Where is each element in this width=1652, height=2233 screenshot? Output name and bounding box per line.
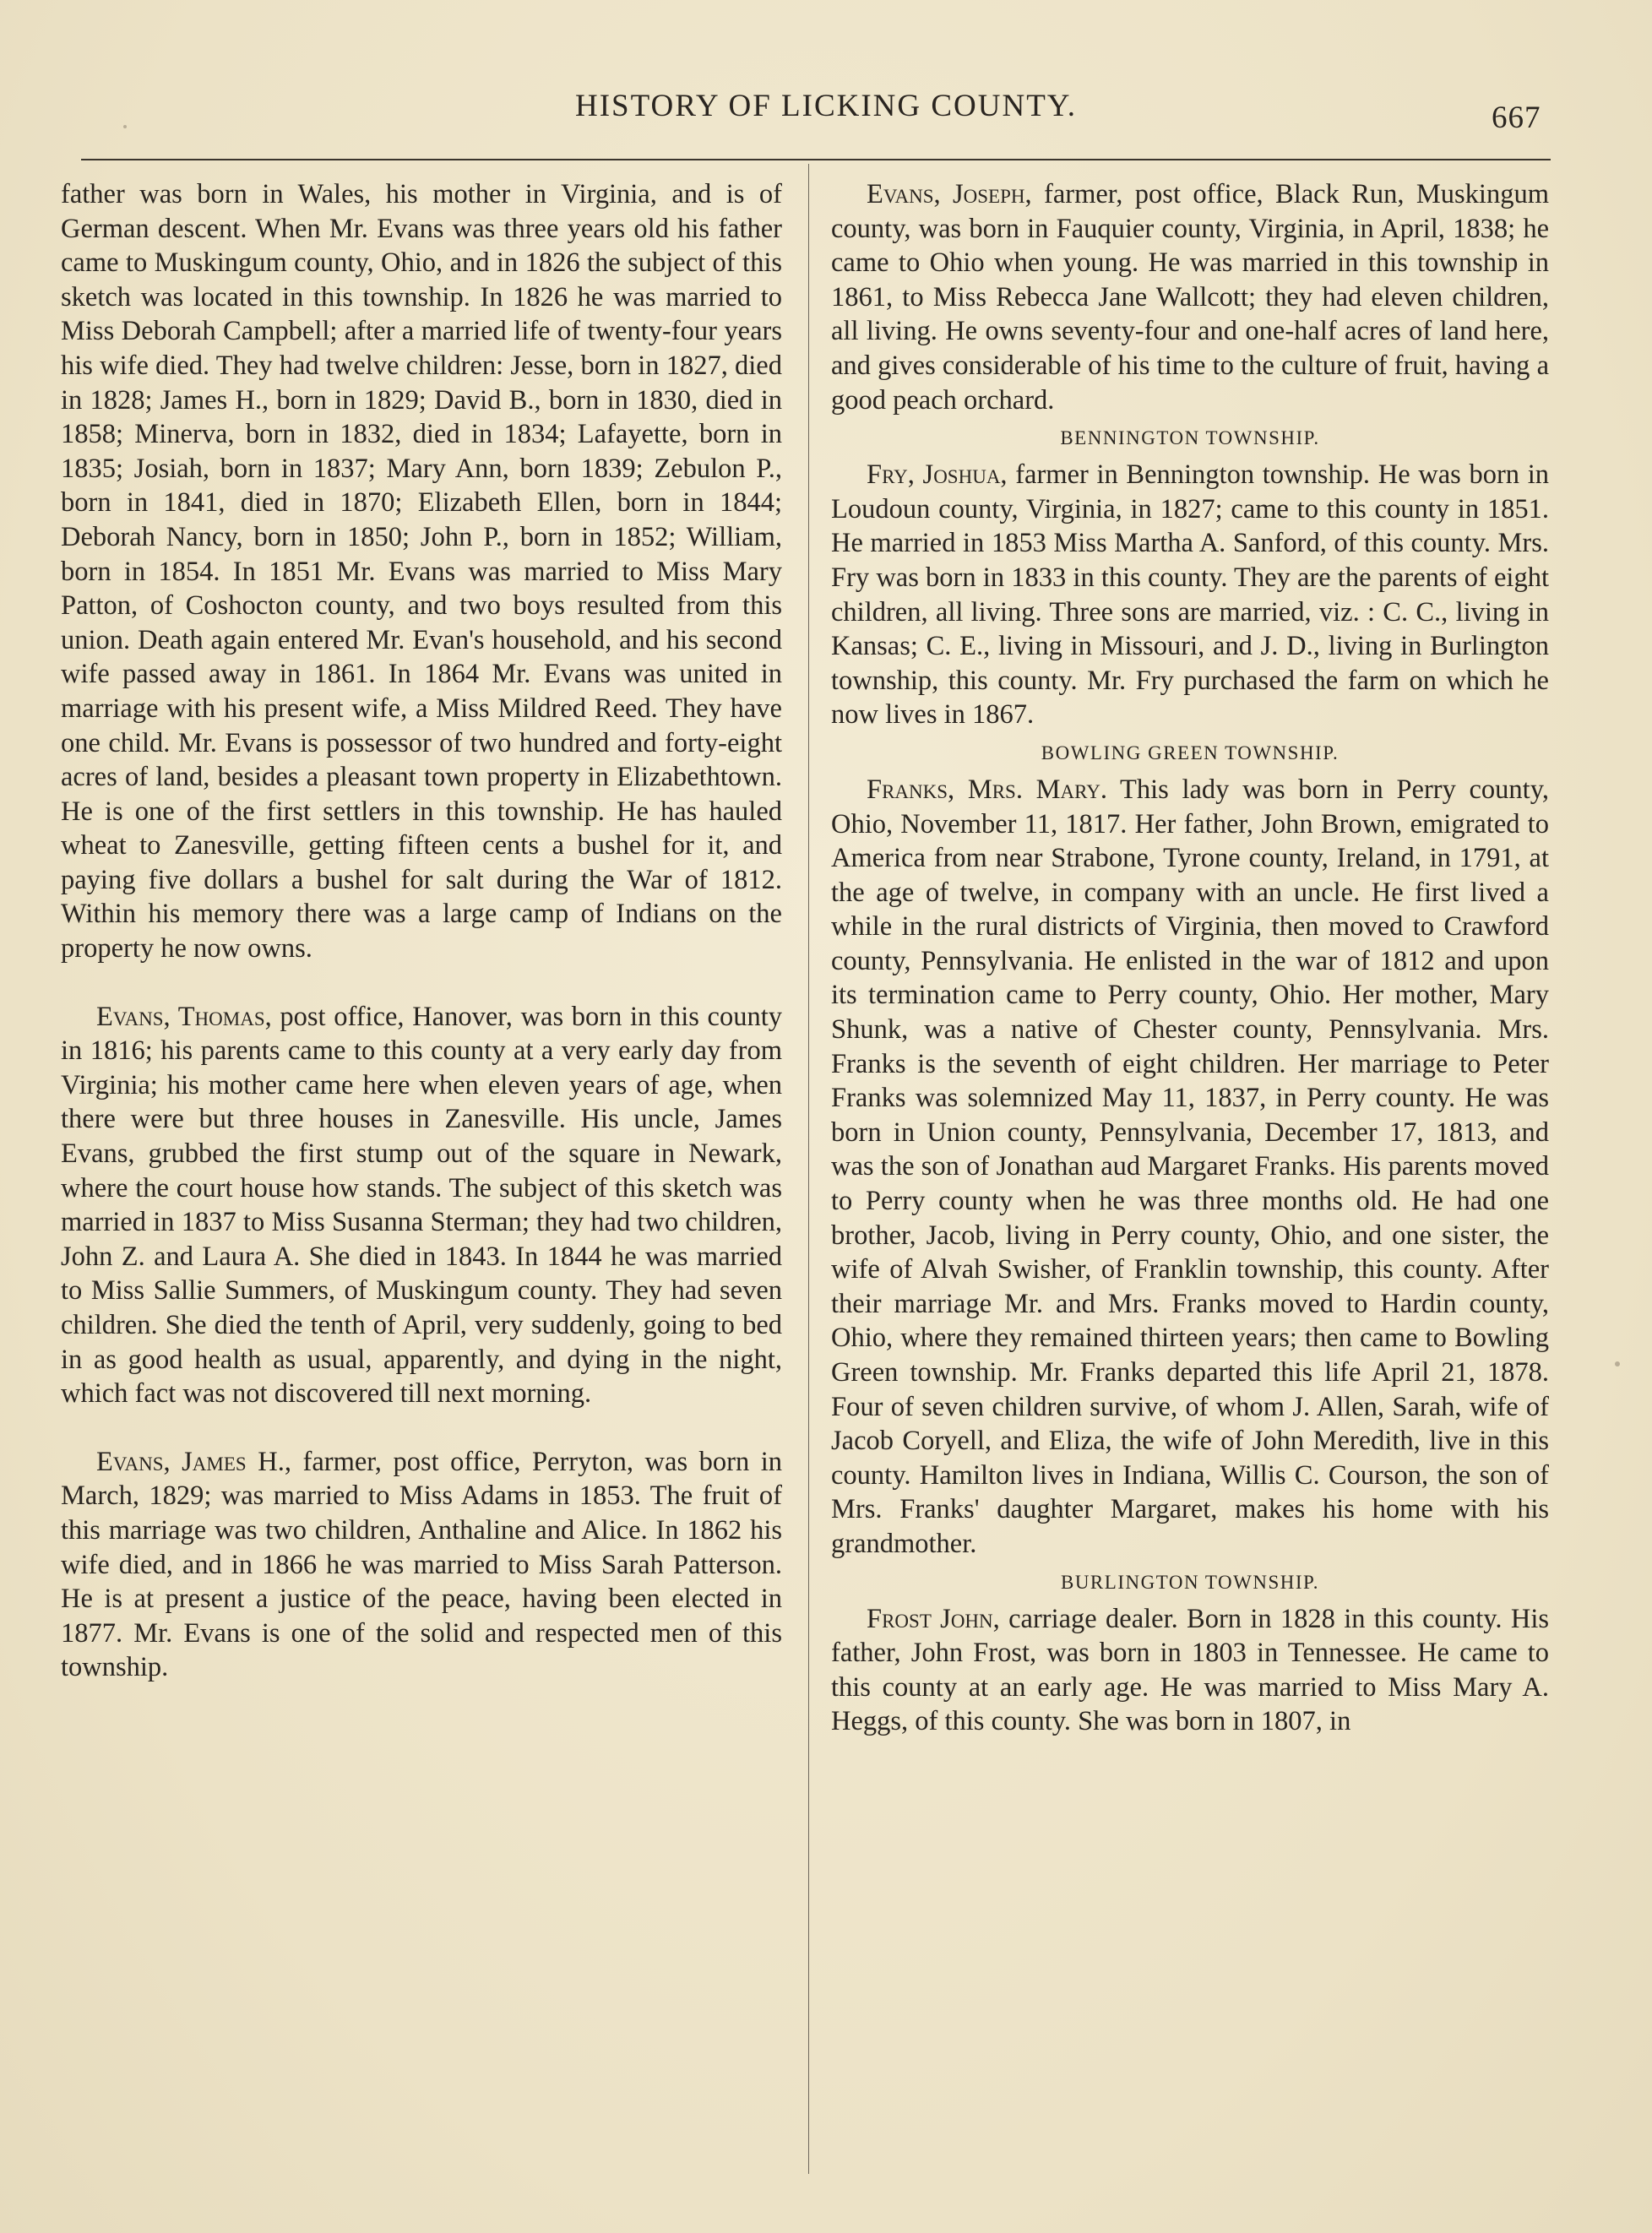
entry-name: Evans, Joseph, xyxy=(867,179,1032,209)
section-heading: BOWLING GREEN TOWNSHIP. xyxy=(1041,742,1340,763)
section-heading: BENNINGTON TOWNSHIP. xyxy=(1060,427,1320,449)
paragraph-evans-thomas xyxy=(61,1000,782,1411)
header-rule xyxy=(81,159,1551,160)
paper-blemish xyxy=(123,125,127,128)
entry-text: post office, Hanover, was born in this county in 1816; his parents came to this county at a very early day from Virginia; his mother came here when eleven years of age, when there were but three houses in Zanesville. His uncle, James Evans, grubbed the first stump out of the square in Newark, where the court house how stands. The subject of this sketch was married in 1837 to Miss Susanna Sterman; they had two children, John Z. and Laura A. She died in 1843. In 1844 he was married to Miss Sallie Summers, of Muskingum county. They had seven children. She died the tenth of April, very suddenly, going to bed in as good health as usual, apparently, and dying in the night, which fact was not discovered till next morning. xyxy=(61,1001,782,1410)
right-column xyxy=(831,177,1549,1739)
entry-text: carriage dealer. Born in 1828 in this county. His father, John Frost, was born in 1803 in Tennessee. He came to this county at an early age. He was married to Miss Mary A. Heggs, of this county. She was born in 1807, in xyxy=(831,1603,1550,1737)
entry-name: Evans, Thomas, xyxy=(96,1001,272,1032)
left-column xyxy=(61,177,782,1685)
section-heading: BURLINGTON TOWNSHIP. xyxy=(1060,1571,1320,1593)
paragraph-evans-joseph xyxy=(831,177,1549,417)
entry-text: This lady was born in Perry county, Ohio, November 11, 1817. Her father, John Brown, emigrated to America from near Strabone, Tyrone county, Ireland, in 1791, at the age of twelve, in company with an uncle. He first lived a while in the rural districts of Virginia, then moved to Crawford county, Pennsylvania. He enlisted in the war of 1812 and upon its termination came to Perry county, Ohio. Her mother, Mary Shunk, was a native of Chester county, Pennsylvania. Mrs. Franks is the seventh of eight children. Her marriage to Peter Franks was solemnized May 11, 1837, in Perry county. He was born in Union county, Pennsylvania, December 17, 1813, and was the son of Jonathan aud Margaret Franks. His parents moved to Perry county when he was three months old. He had one brother, Jacob, living in Perry county, Ohio, and one sister, the wife of Alvah Swisher, of Franklin township, this county. After their marriage Mr. and Mrs. Franks moved to Hardin county, Ohio, where they remained thirteen years; then came to Bowling Green township. Mr. Franks departed this life April 21, 1878. Four of seven children survive, of whom J. Allen, Sarah, wife of Jacob Coryell, and Eliza, the wife of John Meredith, live in this county. Hamilton lives in Indiana, Willis C. Courson, the son of Mrs. Franks' daughter Margaret, makes his home with his grandmother. xyxy=(831,774,1549,1559)
entry-name: Fry, Joshua, xyxy=(867,459,1008,491)
column-divider xyxy=(808,164,809,2174)
paragraph-evans-continued: father was born in Wales, his mother in Virginia, and is of German descent. When Mr. Evans was three years old his father came to Muskingum county, Ohio, and in 1826 the subject of this sketch was located in this township. In 1826 he was married to Miss Deborah Campbell; after a married life of twenty-four years his wife died. They had twelve children: Jesse, born in 1827, died in 1828; James H., born in 1829; David B., born in 1830, died in 1858; Minerva, born in 1832, died in 1834; Lafayette, born in 1835; Josiah, born in 1837; Mary Ann, born 1839; Zebulon P., born in 1841, died in 1870; Elizabeth Ellen, born in 1844; Deborah Nancy, born in 1850; John P., born in 1852; William, born in 1854. In 1851 Mr. Evans was married to Miss Mary Patton, of Coshocton county, and two boys resulted from this union. Death again entered Mr. Evan's household, and his second wife passed away in 1861. In 1864 Mr. Evans was united in marriage with his present wife, a Miss Mildred Reed. They have one child. Mr. Evans is possessor of two hundred and forty-eight acres of land, besides a pleasant town property in Elizabethtown. He is one of the first settlers in this township. He has hauled wheat to Zanesville, getting fifteen cents a bushel for it, and paying five dollars a bushel for salt during the War of 1812. Within his memory there was a large camp of Indians on the property he now owns. xyxy=(61,179,782,964)
entry-name: Franks, Mrs. Mary. xyxy=(867,774,1107,805)
entry-name: Frost John, xyxy=(867,1603,1000,1634)
running-title: HISTORY OF LICKING COUNTY. xyxy=(574,89,1078,123)
paragraph-frost-john xyxy=(831,1602,1549,1739)
entry-text: farmer in Bennington township. He was born in Loudoun county, Virginia, in 1827; came to this county in 1851. He married in 1853 Miss Martha A. Sanford, of this county. Mrs. Fry was born in 1833 in this county. They are the parents of eight children, all living. Three sons are married, viz. : C. C., living in Kansas; C. E., living in Missouri, and J. D., living in Burlington township, this county. Mr. Fry purchased the farm on which he now lives in 1867. xyxy=(831,459,1550,731)
paragraph-evans-james xyxy=(61,1445,782,1685)
entry-name: Evans, James H., xyxy=(96,1446,291,1477)
entry-text: farmer, post office, Black Run, Muskingum county, was born in Fauquier county, Virginia, in April, 1838; he came to Ohio when young. He was married in this township in 1861, to Miss Rebecca Jane Wallcott; they had eleven children, all living. He owns seventy-four and one-half acres of land here, and gives considerable of his time to the culture of fruit, having a good peach orchard. xyxy=(831,179,1549,416)
paper-blemish xyxy=(1615,1361,1620,1366)
entry-text: farmer, post office, Perryton, was born in March, 1829; was married to Miss Adams in 1853. The fruit of this marriage was two children, Anthaline and Alice. In 1862 his wife died, and in 1866 he was married to Miss Sarah Patterson. He is at present a justice of the peace, having been elected in 1877. Mr. Evans is one of the solid and respected men of this township. xyxy=(61,1446,783,1683)
paragraph-fry-joshua xyxy=(831,458,1549,732)
page-number: 667 xyxy=(1492,101,1541,135)
paragraph-franks-mary xyxy=(831,773,1549,1562)
